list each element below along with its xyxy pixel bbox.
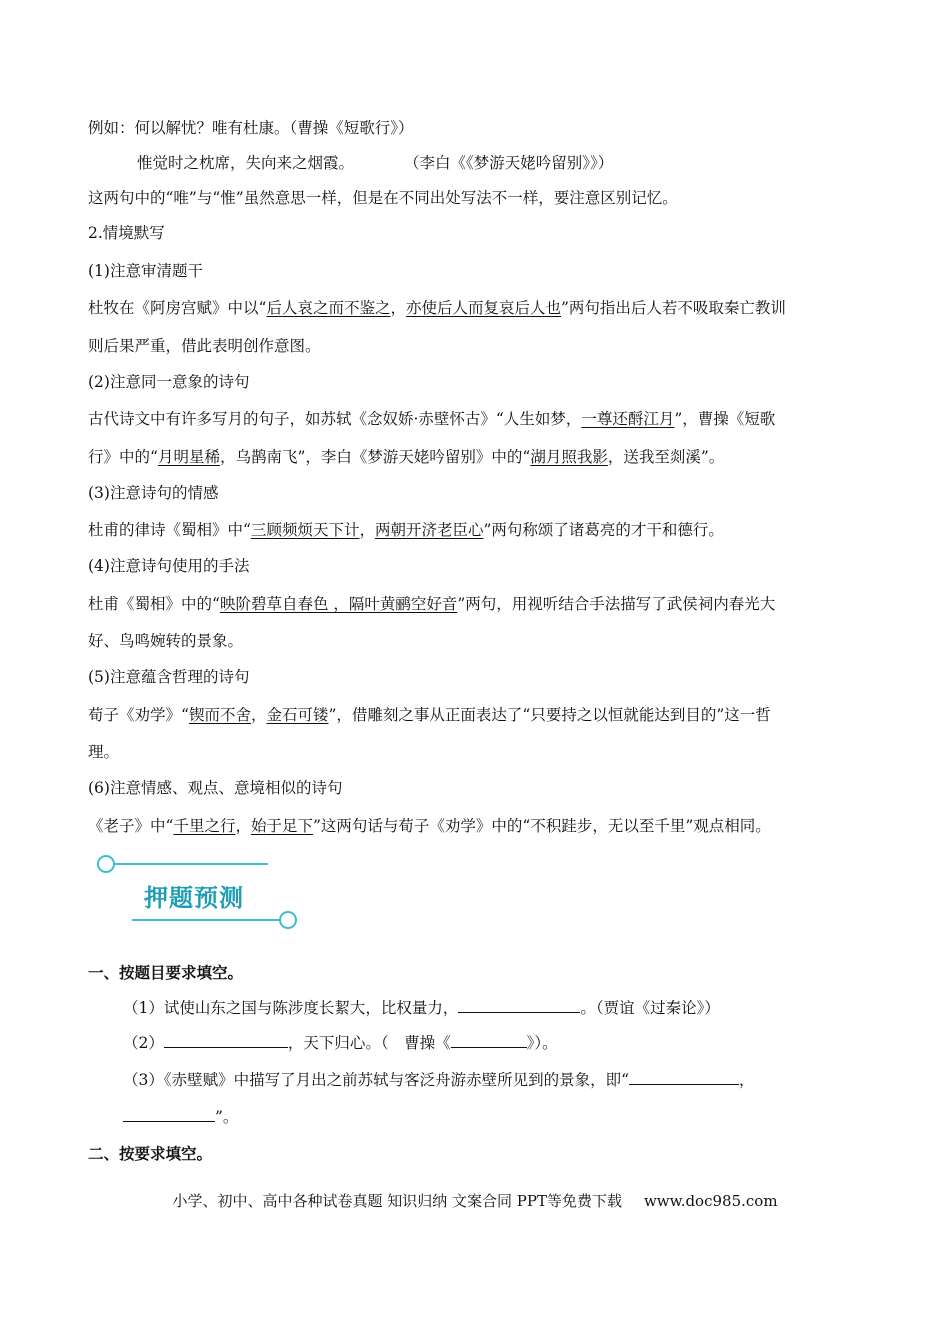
paragraph: 古代诗文中有许多写月的句子，如苏轼《念奴娇·赤壁怀古》“人生如梦，一尊还酹江月”，曹操《短歌 (88, 410, 776, 428)
paragraph: 杜甫《蜀相》中的“映阶碧草自春色 ，隔叶黄鹂空好音”两句，用视听结合手法描写了武侯祠内春光大 (88, 595, 776, 613)
paragraph: 好、鸟鸣婉转的景象。 (88, 632, 244, 650)
paragraph: 杜甫的律诗《蜀相》中“三顾频烦天下计，两朝开济老臣心”两句称颂了诸葛亮的才干和德行。 (88, 521, 724, 539)
paragraph: 例如：何以解忧？唯有杜康。（曹操《短歌行》） (88, 119, 414, 137)
paragraph: 杜牧在《阿房宫赋》中以“后人哀之而不鉴之，亦使后人而复哀后人也”两句指出后人若不吸取秦亡教训 (88, 299, 786, 317)
question-heading: 二、按要求填空。 (88, 1144, 213, 1163)
sub-heading: (1)注意审清题干 (88, 262, 203, 280)
sub-heading: (5)注意蕴含哲理的诗句 (88, 668, 250, 686)
section-banner (92, 850, 304, 940)
question-item: ”。 (123, 1106, 238, 1128)
question-item: （2） ，天下归心。（ 曹操《 》）。 (123, 1034, 558, 1052)
paragraph: 惟觉时之枕席，失向来之烟霞。 （李白《《梦游天姥吟留别》》） (137, 154, 614, 172)
paragraph: 行》中的“月明星稀，乌鹊南飞”，李白《梦游天姥吟留别》中的“湖月照我影，送我至剡溪”。 (88, 448, 725, 466)
paragraph: 荀子《劝学》“锲而不舍，金石可镂”，借雕刻之事从正面表达了“只要持之以恒就能达到目的”这一哲 (88, 706, 771, 724)
sub-heading: (3)注意诗句的情感 (88, 484, 219, 502)
paragraph: 这两句中的“唯”与“惟”虽然意思一样，但是在不同出处写法不一样，要注意区别记忆。 (88, 189, 678, 207)
sub-heading: (6)注意情感、观点、意境相似的诗句 (88, 779, 343, 797)
banner-title: 押题预测 (144, 884, 244, 912)
answer-blank[interactable] (629, 1070, 739, 1085)
section-heading: 2.情境默写 (88, 224, 165, 242)
paragraph: 则后果严重，借此表明创作意图。 (88, 337, 321, 355)
answer-blank[interactable] (123, 1107, 215, 1122)
question-item: （1）试使山东之国与陈涉度长絜大，比权量力， 。（贾谊《过秦论》） (123, 999, 720, 1017)
answer-blank[interactable] (451, 1033, 527, 1048)
question-heading: 一、按题目要求填空。 (88, 963, 244, 982)
answer-blank[interactable] (458, 998, 580, 1013)
paragraph: 《老子》中“千里之行，始于足下”这两句话与荀子《劝学》中的“不积跬步，无以至千里”观点相同。 (88, 817, 771, 835)
question-item: （3）《赤壁赋》中描写了月出之前苏轼与客泛舟游赤壁所见到的景象，即“ ， (123, 1071, 755, 1089)
paragraph: 理。 (88, 743, 120, 761)
answer-blank[interactable] (164, 1033, 288, 1048)
sub-heading: (2)注意同一意象的诗句 (88, 373, 250, 391)
sub-heading: (4)注意诗句使用的手法 (88, 557, 250, 575)
page-footer: 小学、初中、高中各种试卷真题 知识归纳 文案合同 PPT等免费下载 www.doc985.com (172, 1192, 778, 1210)
